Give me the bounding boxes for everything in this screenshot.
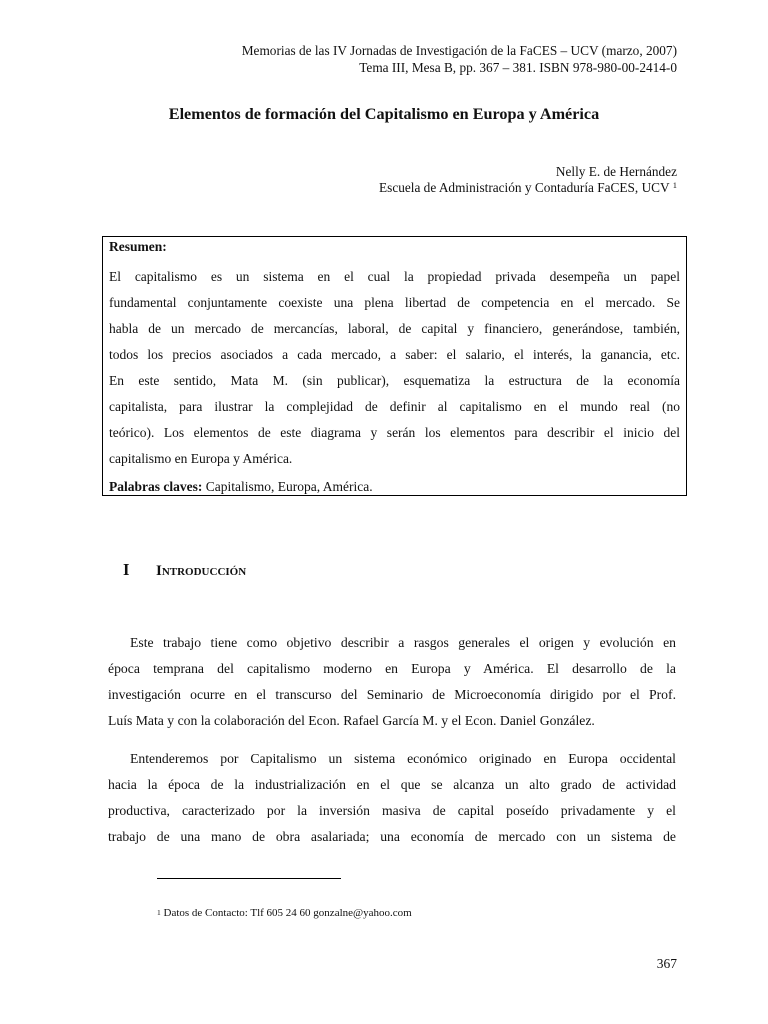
footnote-text: Datos de Contacto: Tlf 605 24 60 gonzalne@yahoo.com [163,907,412,919]
keywords [109,478,373,495]
keywords-label: Palabras claves: [109,479,203,494]
author-affiliation-line [379,179,677,196]
abstract-line: El capitalismo es un sistema en el cual la propiedad privada desempeña un papel [109,269,680,284]
footnote-separator [157,878,341,879]
affiliation-footnote-mark: 1 [672,180,677,190]
paragraph-line: trabajo de una mano de obra asalariada; una economía de mercado con un sistema de [108,829,676,844]
paragraph-line: Entenderemos por Capitalismo un sistema económico originado en Europa occidental [130,751,676,766]
author-name: Nelly E. de Hernández [555,164,677,179]
abstract-line: todos los precios asociados a cada mercado, a saber: el salario, el interés, la ganancia, etc. [109,347,680,362]
abstract-line: capitalista, para ilustrar la complejidad de definir al capitalismo en el mundo real (no [109,399,680,414]
footnote-mark: 1 [157,908,161,917]
paragraph-line: Este trabajo tiene como objetivo describir a rasgos generales el origen y evolución en [130,635,676,650]
paper-title: Elementos de formación del Capitalismo en Europa y América [168,105,600,123]
abstract-line: teórico). Los elementos de este diagrama y serán los elementos para describir el inicio del [109,425,680,440]
abstract-line: fundamental conjuntamente coexiste una plena libertad de competencia en el mercado. Se [109,295,680,310]
paragraph-line: época temprana del capitalismo moderno en Europa y América. El desarrollo de la [108,661,676,676]
body-paragraph-2 [108,746,676,850]
section-title: Introducción [156,563,247,579]
abstract-heading: Resumen: [109,239,167,254]
paragraph-line: investigación ocurre en el transcurso del Seminario de Microeconomía dirigido por el Prof. [108,687,676,702]
footnote [157,906,412,921]
keywords-value: Capitalismo, Europa, América. [205,479,373,494]
running-header-line-2: Tema III, Mesa B, pp. 367 – 381. ISBN 978-980-00-2414-0 [359,60,677,75]
section-heading [123,559,246,582]
paragraph-line: productiva, caracterizado por la inversión masiva de capital poseído privadamente y el [108,803,676,818]
running-header-line-1: Memorias de las IV Jornadas de Investigación de la FaCES – UCV (marzo, 2007) [241,43,677,58]
paragraph-line: hacia la época de la industrialización en el que se alcanza un alto grado de actividad [108,777,676,792]
page-number: 367 [656,956,677,971]
body-paragraph-1 [108,630,676,734]
abstract-box [102,236,687,496]
section-number: I [123,560,130,579]
author-affiliation: Escuela de Administración y Contaduría FaCES, UCV [379,180,670,195]
paragraph-line: Luís Mata y con la colaboración del Econ. Rafael García M. y el Econ. Daniel González. [108,713,595,728]
abstract-line: En este sentido, Mata M. (sin publicar), esquematiza la estructura de la economía [109,373,680,388]
abstract-line: habla de un mercado de mercancías, laboral, de capital y financiero, generándose, también, [109,321,680,336]
abstract-body [109,264,680,472]
abstract-line: capitalismo en Europa y América. [109,451,293,466]
